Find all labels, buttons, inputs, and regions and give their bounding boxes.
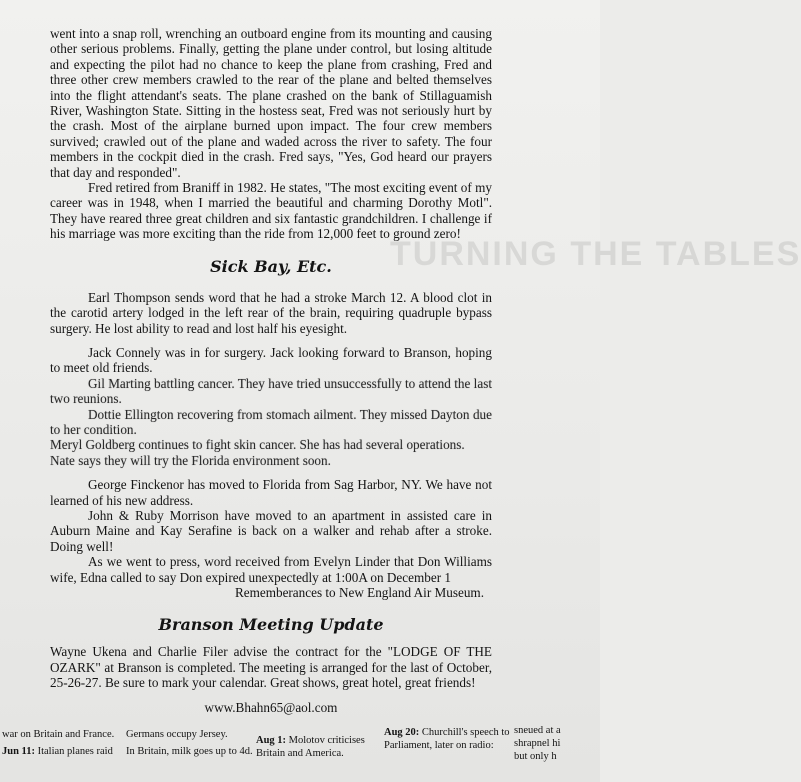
sick-bay-item: Dottie Ellington recovering from stomach ailment. They missed Dayton due to her condition.: [50, 406, 492, 437]
timeline-text: Germans occupy Jersey.: [126, 729, 228, 740]
timeline-column: [2, 728, 114, 758]
sick-bay-item: Gil Marting battling cancer. They have tried unsuccessfully to attend the last two reunions.: [50, 375, 492, 407]
sick-bay-item: George Finckenor has moved to Florida from Sag Harbor, NY. We have not learned of his new address.: [50, 477, 492, 508]
timeline-text: war on Britain and France.: [2, 729, 115, 740]
timeline-text: Churchill's speech to: [419, 727, 510, 738]
branson-paragraph: Wayne Ukena and Charlie Filer advise the contract for the "LODGE OF THE OZARK" at Branson is completed. The meeting is arranged for the last of October, 25-26-27. Be sure to mark your calendar. Great shows, great hotel, great friends!: [50, 644, 492, 691]
timeline-date: Aug 1:: [256, 735, 287, 746]
timeline-text: Parliament, later on radio:: [384, 740, 494, 751]
timeline-text: sneued at a: [514, 725, 561, 736]
story-paragraph-1: went into a snap roll, wrenching an outboard engine from its mounting and causing other serious problems. Finally, getting the plane under control, but losing altitude and expecting the pilot had no chance to keep the plane from crashing, Fred and three other crew members crawled to the rear of the plane and belted themselves into the flight attendant's seats. The plane crashed on the bank of Stillaguamish River, Washington State. Sitting in the hostess seat, Fred was not seriously hurt by the crash. Most of the airplane burned upon impact. The four crew members survived; crawled out of the plane and waded across the river to safety. The four members in the cockpit died in the crash. Fred says, "Yes, God heard our prayers that day and responded".: [50, 26, 492, 180]
timeline-date: Aug 20:: [384, 727, 420, 738]
sick-bay-heading: Sick Bay, Etc.: [210, 256, 332, 276]
timeline-text: but only h: [514, 751, 557, 762]
timeline-text: Britain and America.: [256, 748, 344, 759]
timeline-date: Jun 11:: [2, 746, 35, 757]
sick-bay-item: Nate says they will try the Florida environment soon.: [50, 452, 331, 468]
timeline-column: [514, 724, 600, 763]
contact-email: www.Bhahn65@aol.com: [204, 699, 338, 715]
bottom-timeline-strip: [0, 722, 600, 782]
show-through-background: TURNING THE TABLES: [390, 235, 801, 273]
timeline-text: Italian planes raid: [34, 746, 113, 757]
timeline-column: [256, 734, 365, 760]
timeline-text: shrapnel hi: [514, 738, 561, 749]
timeline-text: Molotov criticises: [286, 735, 365, 746]
timeline-text: In Britain, milk goes up to 4d.: [126, 746, 253, 757]
sick-bay-item: Jack Connely was in for surgery. Jack looking forward to Branson, hoping to meet old friends.: [50, 344, 492, 376]
article-column: [50, 26, 492, 715]
branson-heading: Branson Meeting Update: [158, 615, 384, 635]
sick-bay-item: Rememberances to New England Air Museum.: [234, 585, 484, 600]
sick-bay-item: Earl Thompson sends word that he had a stroke March 12. A blood clot in the carotid artery lodged in the left rear of the brain, requiring quadruple bypass surgery. He lost ability to read and lost half his eyesight.: [50, 289, 492, 336]
sick-bay-item: As we went to press, word received from Evelyn Linder that Don Williams wife, Edna called to say Don expired unexpectedly at 1:00A on December 1: [50, 554, 492, 585]
sick-bay-item: Meryl Goldberg continues to fight skin cancer. She has had several operations.: [50, 437, 465, 453]
story-paragraph-2: Fred retired from Braniff in 1982. He states, "The most exciting event of my career was in 1948, when I married the beautiful and charming Dorothy Motl". They have reared three great children and six fantastic grandchildren. I challenge if his marriage was more exciting than the ride from 12,000 feet to ground zero!: [50, 180, 492, 242]
sick-bay-item: John & Ruby Morrison have moved to an apartment in assisted care in Auburn Maine and Kay Serafine is back on a walker and rehab after a stroke. Doing well!: [50, 507, 492, 554]
timeline-column: [384, 726, 510, 752]
timeline-column: [126, 728, 253, 758]
